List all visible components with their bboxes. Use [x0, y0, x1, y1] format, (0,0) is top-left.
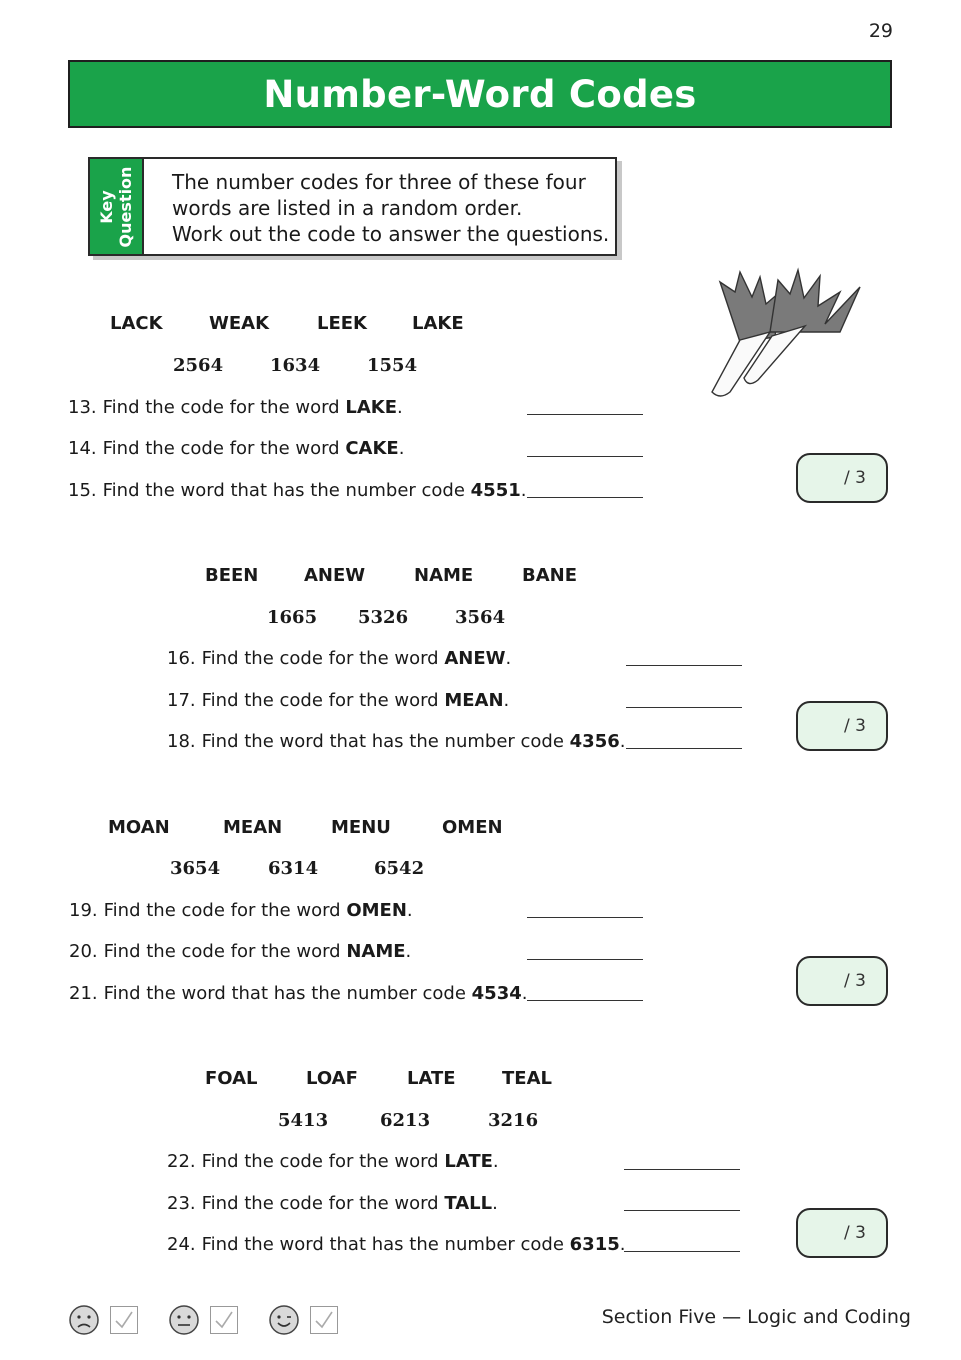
code-list	[267, 607, 505, 628]
answer-line[interactable]	[527, 456, 643, 457]
question: 13. Find the code for the word LAKE.	[68, 397, 403, 418]
code: 6314	[268, 858, 319, 879]
answer-line[interactable]	[527, 497, 643, 498]
code: 2564	[173, 355, 224, 376]
answer-line[interactable]	[626, 707, 742, 708]
code: 1554	[367, 355, 418, 376]
answer-line[interactable]	[624, 1210, 740, 1211]
tick-box[interactable]	[210, 1306, 238, 1334]
question: 20. Find the code for the word NAME.	[69, 941, 412, 962]
key-question-tab	[90, 159, 144, 254]
check-icon	[313, 1309, 335, 1331]
question: 18. Find the word that has the number code 4356.	[167, 731, 626, 752]
section-label: Section Five — Logic and Coding	[601, 1306, 911, 1328]
score-box[interactable]: / 3	[796, 956, 888, 1006]
question: 22. Find the code for the word LATE.	[167, 1151, 499, 1172]
word: OMEN	[442, 817, 503, 838]
key-tab-line2: Question	[116, 166, 135, 247]
key-line: Work out the code to answer the questions.	[172, 222, 610, 246]
answer-line[interactable]	[626, 748, 742, 749]
word-list	[110, 313, 464, 334]
code-list	[278, 1110, 538, 1131]
self-assessment	[68, 1304, 368, 1336]
code: 3564	[455, 607, 506, 628]
tick-box[interactable]	[310, 1306, 338, 1334]
question: 17. Find the code for the word MEAN.	[167, 690, 510, 711]
question: 24. Find the word that has the number code 6315.	[167, 1234, 626, 1255]
check-icon	[113, 1309, 135, 1331]
code: 1665	[267, 607, 318, 628]
question: 15. Find the word that has the number code 4551.	[68, 480, 527, 501]
question: 23. Find the code for the word TALL.	[167, 1193, 498, 1214]
answer-line[interactable]	[527, 414, 643, 415]
word: LOAF	[306, 1068, 358, 1089]
code: 5413	[278, 1110, 329, 1131]
question: 14. Find the code for the word CAKE.	[68, 438, 405, 459]
word: LEEK	[317, 313, 368, 334]
key-tab-line1: Key	[97, 189, 116, 224]
key-line: The number codes for three of these four	[172, 170, 586, 194]
question: 21. Find the word that has the number code 4534.	[69, 983, 528, 1004]
happy-face-icon	[268, 1304, 300, 1336]
sad-face-icon	[68, 1304, 100, 1336]
neutral-face-icon	[168, 1304, 200, 1336]
code-list	[173, 355, 417, 376]
word: MEAN	[223, 817, 283, 838]
key-question-box	[88, 157, 617, 256]
word: TEAL	[502, 1068, 552, 1089]
word: LAKE	[412, 313, 464, 334]
word: WEAK	[209, 313, 270, 334]
code: 3216	[488, 1110, 539, 1131]
word: BANE	[522, 565, 578, 586]
score-box[interactable]: / 3	[796, 453, 888, 503]
word-list	[205, 1068, 552, 1089]
key-question-text	[144, 159, 609, 254]
answer-line[interactable]	[626, 665, 742, 666]
leek-illustration	[700, 262, 870, 412]
answer-line[interactable]	[527, 959, 643, 960]
answer-line[interactable]	[527, 1000, 643, 1001]
answer-line[interactable]	[624, 1251, 740, 1252]
code: 5326	[358, 607, 409, 628]
code: 6213	[380, 1110, 431, 1131]
page-number: 29	[868, 20, 893, 42]
code: 6542	[374, 858, 425, 879]
code: 1634	[270, 355, 321, 376]
word: ANEW	[304, 565, 366, 586]
word-list	[108, 817, 503, 838]
answer-line[interactable]	[527, 917, 643, 918]
word: BEEN	[205, 565, 259, 586]
word: LACK	[110, 313, 163, 334]
word-list	[205, 565, 577, 586]
word: FOAL	[205, 1068, 258, 1089]
tick-box[interactable]	[110, 1306, 138, 1334]
answer-line[interactable]	[624, 1169, 740, 1170]
code: 3654	[170, 858, 221, 879]
question: 19. Find the code for the word OMEN.	[69, 900, 413, 921]
score-box[interactable]: / 3	[796, 701, 888, 751]
check-icon	[213, 1309, 235, 1331]
word: NAME	[414, 565, 474, 586]
code-list	[170, 858, 424, 879]
score-box[interactable]: / 3	[796, 1208, 888, 1258]
word: MOAN	[108, 817, 170, 838]
word: LATE	[407, 1068, 456, 1089]
word: MENU	[331, 817, 391, 838]
key-line: words are listed in a random order.	[172, 196, 523, 220]
question: 16. Find the code for the word ANEW.	[167, 648, 512, 669]
page-title: Number-Word Codes	[263, 72, 697, 116]
title-banner	[68, 60, 892, 128]
